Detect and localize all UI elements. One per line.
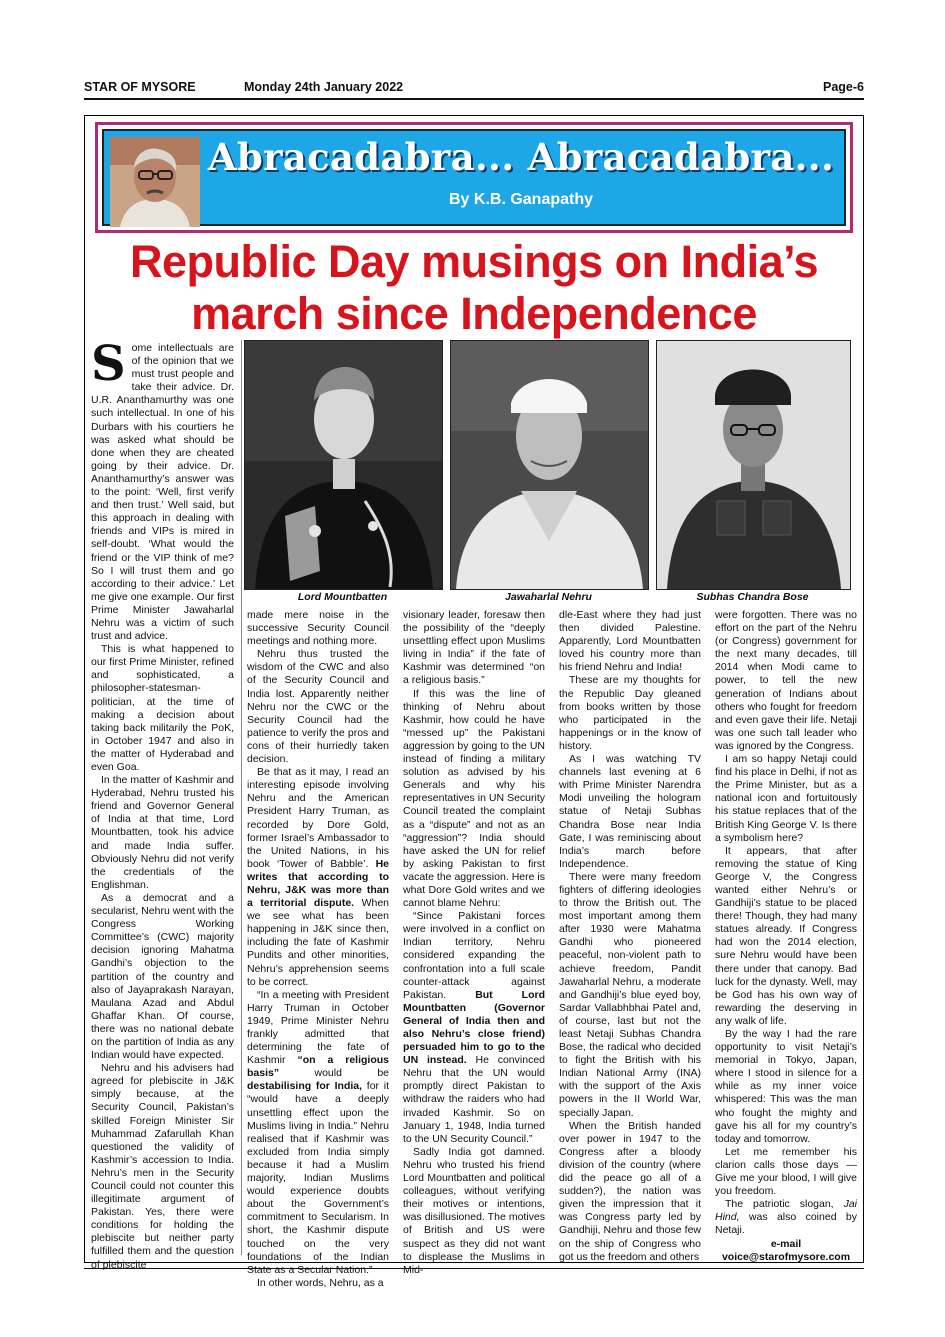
publication-name: STAR OF MYSORE: [84, 80, 196, 94]
headline-line-2: march since Independence: [191, 288, 757, 339]
article-column-2: [247, 609, 389, 1290]
column-title: Abracadabra... Abracadabra...: [207, 135, 835, 179]
masthead-rule: [84, 98, 864, 100]
photo-caption: Jawaharlal Nehru: [505, 591, 592, 603]
article-paragraph: In other words, Nehru, as a: [257, 1276, 384, 1289]
photo-bose: [656, 340, 851, 590]
article-paragraph: visionary leader, foresaw then the possibility of the “deeply unsettling effect upon Muslims living in India” if the fate of Kashmir was determined “on a religious basis.”: [403, 609, 545, 687]
article-paragraph: Let me remember his clarion calls those days — Give me your blood, I will give you freedom.: [715, 1145, 857, 1198]
article-paragraph: This is what happened to our first Prime Minister, refined and sophisticated, a philosopher-statesman-politician, at the time of making a decision about taking back militarily the PoK, in October 1947 and also in the matter of Hyderabad and even Goa.: [91, 643, 234, 773]
article-italic: Jai Hind,: [715, 1198, 857, 1224]
portrait-photo-icon: [451, 341, 648, 589]
article-column-3: [403, 609, 545, 1277]
article-paragraph: When the British handed over power in 1947 to the Congress after a bloody division of the country (where did the peace go all of a sudden?), the nation was given the impression that it was Congress party led by Gandhiji, Nehru and those few on the ship of Congress who got us the freedom and others: [559, 1119, 701, 1263]
article-paragraph: were forgotten. There was no effort on the part of the Nehru (or Congress) government for the next many decades, till 2014 when Modi came to power, to tell the new generation of Indians about others who fought for freedom and even gave their life. Netaji was one such tall leader who was ignored by the Congress.: [715, 609, 857, 752]
article-paragraph: ome intellectuals are of the opinion that we must trust people and take their advice. Dr. U.R. Ananthamurthy was one such intellectual. In one of his Durbars with his courtiers he was asked what should be done when they are cheated going by their advice. Dr. Ananthamurthy’s answer was to the point: ‘Well, first verify and then trust.’ Well said, but this approach in dealing with friends and VIPs is mired in self-doubt. ‘What would the friend or the VIP think of me? So I will trust them and go according to their advice.’ Let me give one example. Our first Prime Minister Jawaharlal Nehru was a victim of such trust and advice.: [91, 342, 234, 643]
drop-cap: S: [91, 336, 126, 392]
email-label: e-mail: [770, 1237, 802, 1250]
article-paragraph: There were many freedom fighters of differing ideologies to throw the British out. The most important among them after 1930 were Mahatma Gandhi who pioneered peaceful, non-violent path to achieve freedom, Pandit Jawaharlal Nehru, a moderate and Gandhiji’s blue eyed boy, Sardar Vallabhbhai Patel and, of course, last but not the least Netaji Subhas Chandra Bose, the radical who decided to fight the British with his Indian National Army (INA) with the support of the Axis powers in the II World War, specially Japan.: [559, 870, 701, 1119]
article-paragraph: It appears, that after removing the statue of King George V, the Congress wanted either Nehru’s or Gandhiji’s statue to be placed there! Though, they had many statues already. If Congress had won the 2014 election, sure Nehru would have been there under that canopy. Bad luck for the dynasty. Well, may be God has his own way of rewarding the deserving in any walk of life.: [715, 844, 857, 1027]
article-paragraph: These are my thoughts for the Republic Day gleaned from books written by those who participated in the happenings or in the know of history.: [559, 674, 701, 752]
article-column-5: [715, 609, 857, 1264]
article-paragraph: dle-East where they had just then divided Palestine. Apparently, Lord Mountbatten loved his country more than his friend Nehru and India!: [559, 609, 701, 674]
article-column-4: [559, 609, 701, 1264]
article-text: was also coined by Netaji.: [715, 1211, 858, 1237]
article-paragraph: Nehru and his advisers had agreed for plebiscite in J&K simply because, at the Security Council, Pakistan’s skilled Foreign Minister Sir Muhammad Zafarullah Khan questioned the validity of Kashmir’s accession to India. Nehru’s men in the Security Council could not counter this illegitimate argument of Pakistan. Yes, there were conditions for holding the plebiscite but neither party fulfilled them and the question of plebiscite: [91, 1062, 234, 1271]
article-emphasis: He writes that according to Nehru, J&K was more than a territorial dispute.: [247, 857, 389, 910]
article-emphasis: But Lord Mountbatten (Governor General of India then and also Nehru’s close friend) persuaded him to go to the UN instead.: [403, 988, 545, 1067]
article-text: “In a meeting with President Harry Truman in October 1949, Prime Minister Nehru frankly admitted that determining the fate of Kashmir: [247, 988, 389, 1067]
article-paragraph: Nehru thus trusted the wisdom of the CWC and also of the Security Council and India lost. Apparently neither Nehru nor the CWC or the Security Council had the patience to verify the pros and cons of their hurriedly taken decision.: [247, 648, 389, 766]
article-emphasis: destabilising for India,: [247, 1080, 363, 1093]
article-paragraph: As a democrat and a secularist, Nehru went with the Congress Working Committee’s (CWC) majority decision ignoring Mahatma Gandhi’s objection to the partition of the country and also of Jayaprakash Narayan, Maulana Azad and Abdul Ghaffar Khan. Of course, there was no national debate on the partition of India as any Indian would have expected.: [91, 891, 234, 1062]
page-number: Page-6: [823, 80, 864, 94]
article-text: The patriotic slogan,: [725, 1198, 834, 1211]
email-address[interactable]: voice@starofmysore.com: [721, 1250, 851, 1263]
article-text: for it “would have a deeply unsettling effect upon the Muslims living in India.” Nehru realised that if Kashmir was excluded from India simply because it had a Muslim majority, Indian Muslims would experience doubts about the Government’s commitment to Secularism. In short, the Kashmir dispute touched on the very foundations of the Indian State as a Secular Nation.”: [247, 1080, 390, 1276]
article-text: Be that as it may, I read an interesting episode involving Nehru and the American President Harry Truman, as recorded by Dore Gold, former Israel’s Ambassador to the United Nations, in his book ‘Tower of Babble’.: [247, 766, 389, 870]
article-text: He convinced Nehru that the UN would promptly direct Pakistan to withdraw the raiders who had invaded Kashmir. So on January 1, 1948, India turned to the UN Security Council.”: [403, 1054, 546, 1145]
photo-caption: Lord Mountbatten: [297, 591, 388, 603]
portrait-photo-icon: [245, 341, 442, 589]
masthead: [84, 78, 864, 96]
photo-mountbatten: [244, 340, 443, 590]
article-text: “Since Pakistani forces were involved in a conflict on Indian territory, Nehru considered expanding the confrontation into a full scale counter-attack against Pakistan.: [403, 910, 545, 1001]
issue-date: Monday 24th January 2022: [244, 80, 404, 94]
photo-nehru: [450, 340, 649, 590]
article-paragraph: Sadly India got damned. Nehru who trusted his friend Lord Mountbatten and political colleagues, without verifying their motives or intentions, was disillusioned. The motives of British and US were suspect as they did not want to displease the Muslims in Mid-: [403, 1145, 545, 1276]
article-paragraph: By the way I had the rare opportunity to visit Netaji’s memorial in Tokyo, Japan, where I stood in silence for a while as my inner voice whispered: This was the man who fought the mighty and gave his all for my country’s today and tomorrow.: [715, 1028, 857, 1145]
article-paragraph: If this was the line of thinking of Nehru about Kashmir, how could he have “messed up” the Pakistani aggression by going to the UN instead of finding a military solution as advised by his Generals and why his representatives in UN Security Council treated the complaint as a “dispute” and not as an “aggression”? India should have asked the UN for relief by asking Pakistan to first vacate the aggression. Here is what Dore Gold writes and we cannot blame Nehru:: [403, 687, 545, 910]
article-paragraph: In the matter of Kashmir and Hyderabad, Nehru trusted his friend and Governor General of India at that time, Lord Mountbatten, took his advice and made India suffer. Obviously Nehru did not verify the credentials of the Englishman.: [91, 774, 234, 891]
portrait-photo-icon: [657, 341, 850, 589]
article-emphasis: “on a religious basis”: [247, 1054, 389, 1080]
photo-caption: Subhas Chandra Bose: [696, 591, 809, 603]
author-portrait-icon: [110, 137, 200, 227]
article-column-1: [91, 336, 234, 1272]
article-text: would be: [314, 1067, 389, 1080]
article-text: When we see what has been happening in J&K since then, including the fate of Kashmir Pundits and other minorities, Nehru’s apprehension seems to be correct.: [247, 897, 390, 988]
column-rule: [241, 340, 242, 1255]
headline-line-1: Republic Day musings on India’s: [130, 236, 818, 287]
article-paragraph: I am so happy Netaji could find his place in Delhi, if not as the Prime Minister, but as a national icon and fortuitously his statue replaces that of the British King George V. Is there a symbolism here?: [715, 753, 857, 844]
author-portrait: [110, 137, 200, 227]
article-paragraph: As I was watching TV channels last evening at 6 with Prime Minister Narendra Modi unveiling the hologram statue of Netaji Subhas Chandra Bose near India Gate, I was reminiscing about India’s march before Independence.: [559, 753, 701, 870]
column-banner: [95, 122, 853, 233]
article-paragraph: made mere noise in the successive Security Council meetings and nothing more.: [247, 609, 389, 648]
banner-panel: [102, 129, 846, 226]
byline: By K.B. Ganapathy: [448, 191, 594, 208]
